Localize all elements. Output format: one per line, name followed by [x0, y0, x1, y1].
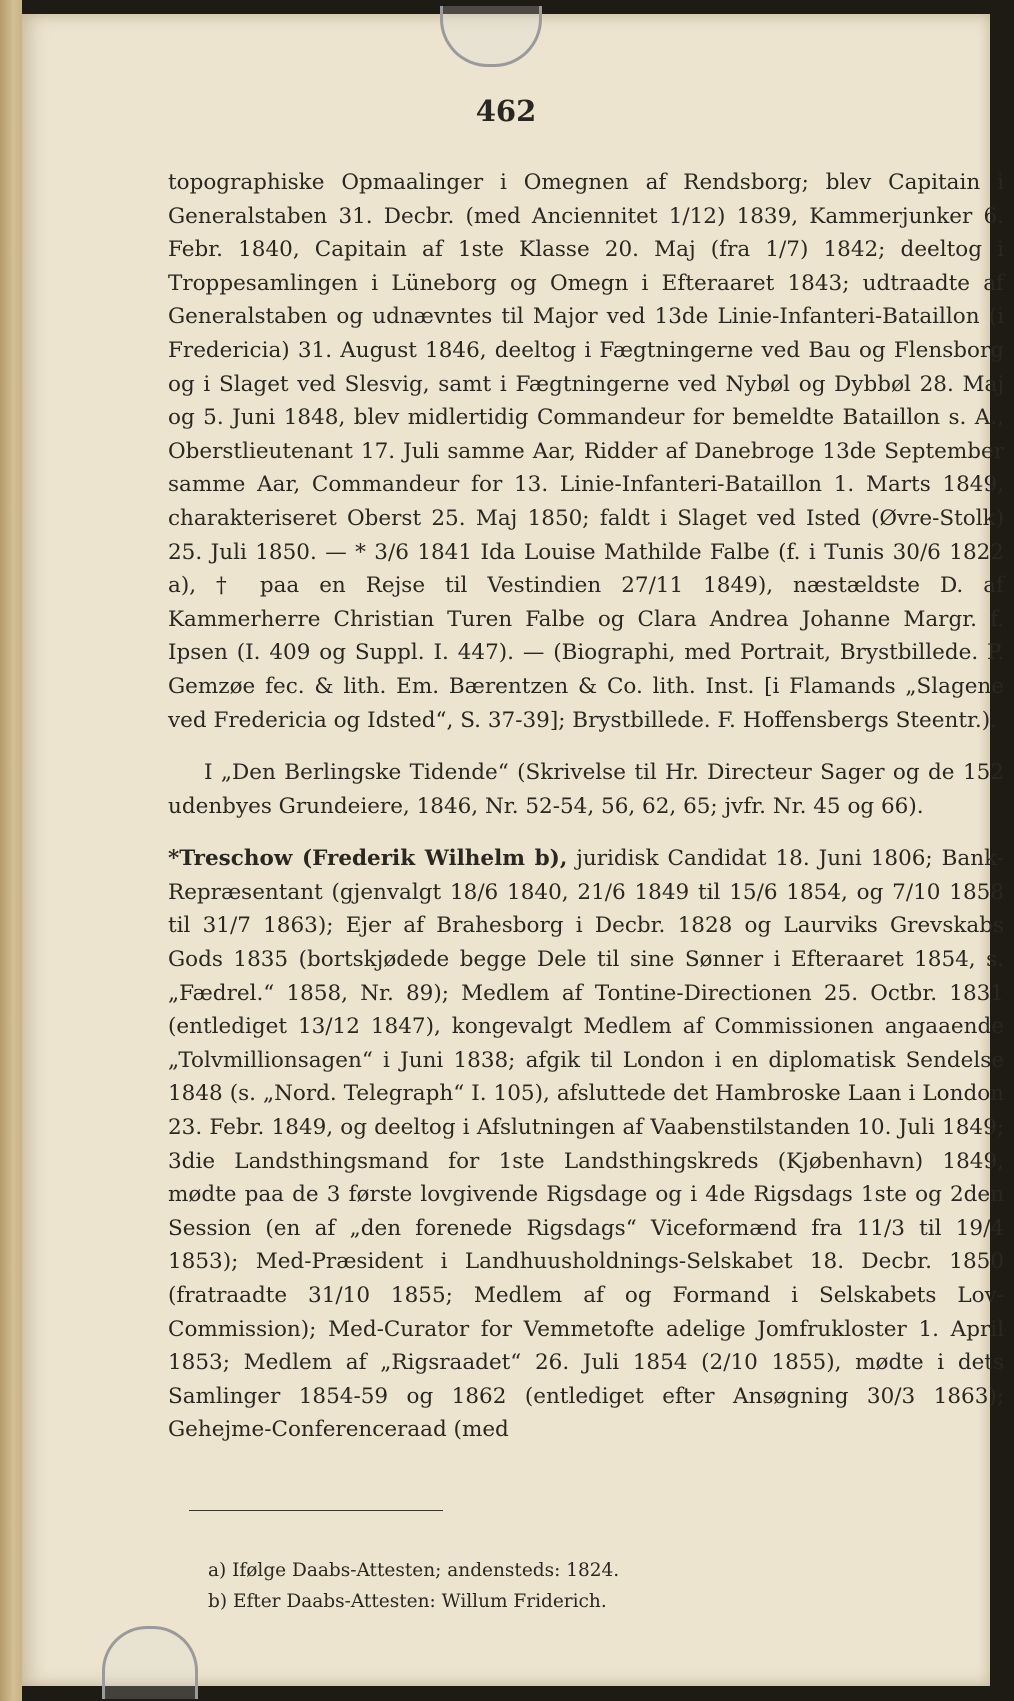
entry-heading: *Treschow (Frederik Wilhelm b), [168, 846, 568, 872]
treschow-entry-paragraph [168, 842, 1004, 1447]
page-number: 462 [475, 94, 537, 128]
entry-text: juridisk Candidat 18. Juni 1806; Bank-Repræsentant (gjenvalgt 18/6 1840, 21/6 1849 til 15/6 1854, og 7/10 1858 til 31/7 1863); Ejer af Brahesborg i Decbr. 1828 og Laurviks Grevskabs Gods 1835 (bortskjødede begge Dele til sine Sønner i Efteraaret 1854, s. „Fædrel.“ 1858, Nr. 89); Medlem af Tontine-Directionen 25. Octbr. 1831 (entlediget 13/12 1847), kongevalgt Medlem af Commissionen angaaende „Tolvmillionsagen“ i Juni 1838; afgik til London i en diplomatisk Sendelse 1848 (s. „Nord. Telegraph“ I. 105), afsluttede det Hambroske Laan i London 23. Febr. 1849, og deeltog i Afslutningen af Vaabenstilstanden 10. Juli 1849; 3die Landsthingsmand for 1ste Landsthingskreds (Kjøbenhavn) 1849, mødte paa de 3 første lovgivende Rigsdage og i 4de Rigsdags 1ste og 2den Session (en af „den forenede Rigsdags“ Viceformænd fra 11/3 til 19/4 1853); Med-Præsident i Landhuusholdnings-Selskabet 18. Decbr. 1850 (fratraadte 31/10 1855; Medlem af og Formand i Selskabets Lov-Commission); Med-Curator for Vemmetofte adelige Jomfrukloster 1. April 1853; Medlem af „Rigsraadet“ 26. Juli 1854 (2/10 1855), mødte i dets Samlinger 1854-59 og 1862 (entlediget efter Ansøgning 30/3 1863); Gehejme-Conferenceraad (med [168, 846, 1004, 1443]
entry-continuation-paragraph: topographiske Opmaalinger i Omegnen af Rendsborg; blev Capitain i Generalstaben 31. Decbr. (med Anciennitet 1/12) 1839, Kammerjunker 6. Febr. 1840, Capitain af 1ste Klasse 20. Maj (fra 1/7) 1842; deeltog i Troppesamlingen i Lüneborg og Omegn i Efteraaret 1843; udtraadte af Generalstaben og udnævntes til Major ved 13de Linie-Infanteri-Bataillon (i Fredericia) 31. August 1846, deeltog i Fægtningerne ved Bau og Flensborg og i Slaget ved Slesvig, samt i Fægtningerne ved Nybøl og Dybbøl 28. Maj og 5. Juni 1848, blev midlertidig Commandeur for bemeldte Bataillon s. A., Oberstlieutenant 17. Juli samme Aar, Ridder af Danebroge 13de September samme Aar, Commandeur for 13. Linie-Infanteri-Bataillon 1. Marts 1849, charakteriseret Oberst 25. Maj 1850; faldt i Slaget ved Isted (Øvre-Stolk) 25. Juli 1850. — * 3/6 1841 Ida Louise Mathilde Falbe (f. i Tunis 30/6 1822 a), † paa en Rejse til Vestindien 27/11 1849), næstældste D. af Kammerherre Christian Turen Falbe og Clara Andrea Johanne Margr. f. Ipsen (I. 409 og Suppl. I. 447). — (Biographi, med Portrait, Brystbillede. P. Gemzøe fec. & lith. Em. Bærentzen & Co. lith. Inst. [i Flamands „Slagene ved Fredericia og Idsted“, S. 37-39]; Brystbillede. F. Hoffensbergs Steentr.). [168, 170, 1004, 733]
book-page [22, 14, 1004, 1686]
footnote-b: b) Efter Daabs-Attesten: Willum Friderich. [208, 1591, 607, 1612]
footnote-rule [189, 1510, 443, 1511]
reference-paragraph: I „Den Berlingske Tidende“ (Skrivelse til Hr. Directeur Sager og de 152 udenbyes Grundeiere, 1846, Nr. 52-54, 56, 62, 65; jvfr. Nr. 45 og 66). [168, 760, 1004, 819]
paper-clip-bottom [102, 1626, 198, 1699]
footnote-a: a) Ifølge Daabs-Attesten; andensteds: 1824. [208, 1560, 620, 1581]
paper-clip-top [440, 6, 542, 67]
book-binding-edge [0, 0, 22, 1701]
footnotes [208, 1555, 988, 1617]
body-text [168, 166, 1004, 1447]
